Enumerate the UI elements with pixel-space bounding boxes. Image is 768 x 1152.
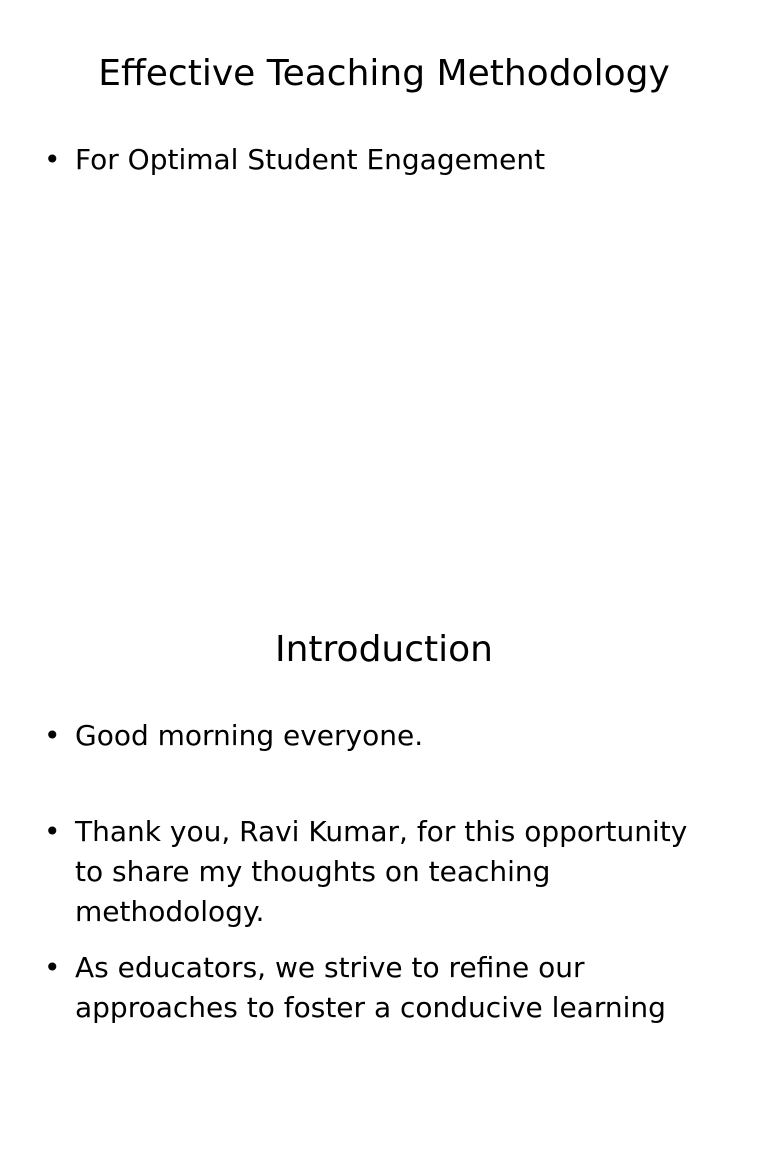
bullet-item [44, 812, 724, 932]
bullet-item [44, 716, 724, 756]
bullet-text: As educators, we strive to refine our approaches to foster a conducive learning [75, 951, 666, 1024]
slide-title: Introduction [274, 629, 493, 670]
bullet-item [44, 140, 724, 180]
bullet-text: Good morning everyone. [75, 719, 424, 752]
slide-2 [0, 576, 768, 1152]
bullet-text: Thank you, Ravi Kumar, for this opportunity to share my thoughts on teaching methodology. [75, 815, 688, 928]
slide-title: Effective Teaching Methodology [98, 53, 670, 94]
bullet-dot-icon: • [44, 719, 61, 752]
bullet-dot-icon: • [44, 143, 61, 176]
bullet-dot-icon: • [44, 951, 61, 984]
bullet-item [44, 948, 724, 1028]
bullet-text: For Optimal Student Engagement [75, 143, 546, 176]
bullet-dot-icon: • [44, 815, 61, 848]
